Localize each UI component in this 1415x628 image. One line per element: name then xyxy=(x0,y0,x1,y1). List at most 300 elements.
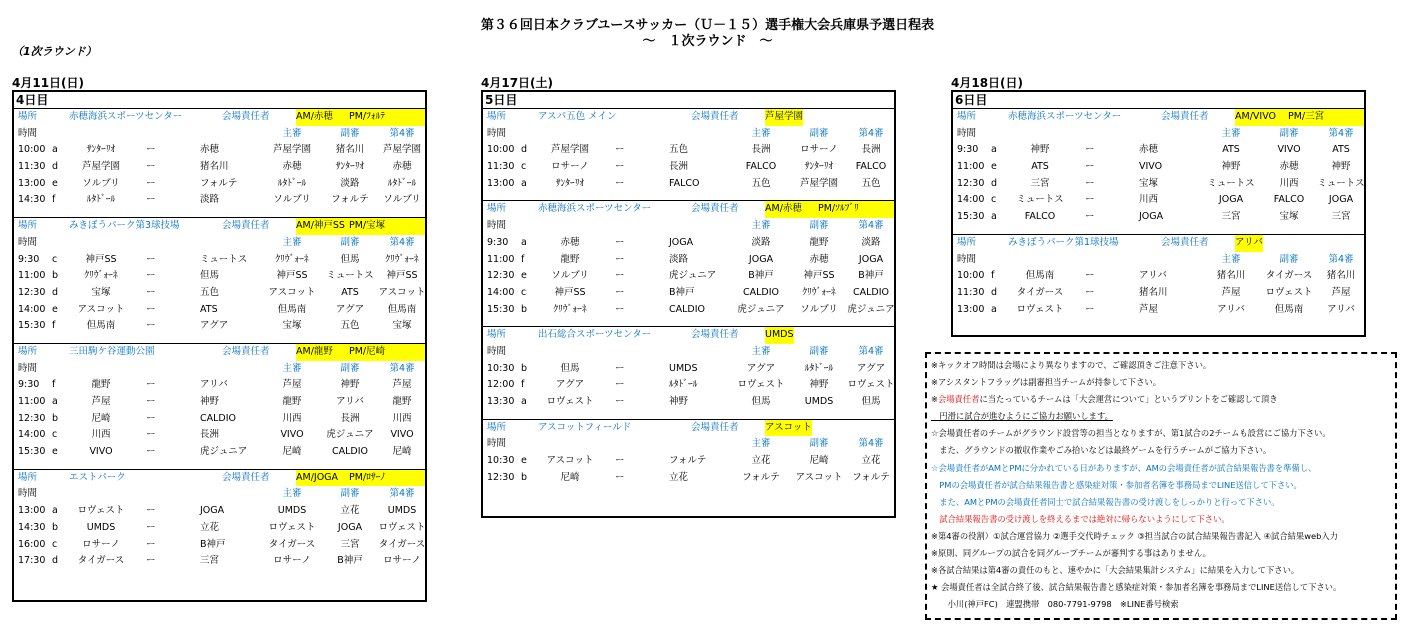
kickoff-time: 10:00 xyxy=(957,270,985,282)
home-team: ソルブリ xyxy=(82,177,120,189)
referee: ミュートス xyxy=(1207,177,1255,189)
referee: JOGA xyxy=(748,253,774,265)
venue-block xyxy=(953,235,1364,326)
fourth-official: ロヴェスト xyxy=(847,379,895,391)
match-row xyxy=(14,520,425,537)
place-label: 場所 xyxy=(487,421,507,433)
fourth-official: 神戸SS xyxy=(386,270,418,282)
match-row xyxy=(14,394,425,411)
group-letter: e xyxy=(991,161,997,173)
venue-block xyxy=(14,344,425,470)
time-header: 時間 xyxy=(18,362,38,374)
time-header: 時間 xyxy=(487,345,507,357)
vs-mark: ー xyxy=(146,303,156,315)
am-manager: AM/赤穂 xyxy=(296,109,350,126)
fourth-official-header: 第4審 xyxy=(858,438,884,450)
venue-row xyxy=(14,344,425,361)
match-row xyxy=(483,252,894,269)
vs-mark: ー xyxy=(615,177,625,189)
assistant-referee: FALCO xyxy=(1273,194,1305,206)
venue-name: 赤穂海浜スポーツセンター xyxy=(69,111,183,122)
fourth-official-header: 第4審 xyxy=(858,127,884,139)
assistant-header: 副審 xyxy=(340,362,360,374)
place-label: 場所 xyxy=(487,203,507,215)
away-team: 立花 xyxy=(200,521,220,533)
vs-mark: ー xyxy=(146,194,156,206)
away-team: 神野 xyxy=(200,396,220,407)
kickoff-time: 13:00 xyxy=(487,177,515,189)
assistant-header: 副審 xyxy=(809,220,829,232)
group-letter: e xyxy=(52,303,58,315)
referee-header: 主審 xyxy=(282,362,302,374)
home-team: ロサーノ xyxy=(82,538,120,550)
fourth-official: 赤穂 xyxy=(392,161,412,173)
vs-mark: ー xyxy=(615,253,625,265)
referee-header: 主審 xyxy=(751,127,771,139)
group-letter: b xyxy=(52,521,59,533)
group-letter: f xyxy=(521,379,525,391)
home-team: タイガース xyxy=(1016,286,1064,298)
match-row xyxy=(14,192,425,209)
vs-mark: ー xyxy=(146,161,156,173)
away-team: 長洲 xyxy=(200,429,220,441)
referee: 龍野 xyxy=(282,396,302,407)
fourth-official: ｸﾘｳﾞｫｰﾈ xyxy=(385,253,419,265)
assistant-referee: ロサーノ xyxy=(800,144,838,156)
venue-row xyxy=(14,470,425,487)
venue-name: 出石総合スポーツセンター xyxy=(538,329,652,341)
match-row xyxy=(953,268,1364,285)
referee: 芦屋 xyxy=(1221,286,1241,298)
assistant-referee: アリバ xyxy=(336,396,364,407)
referee: ロサーノ xyxy=(273,555,311,567)
note-fragment: 会場責任者 xyxy=(937,394,980,405)
assistant-referee: ミュートス xyxy=(326,270,374,282)
assistant-referee: 淡路 xyxy=(340,177,360,189)
match-row xyxy=(483,470,894,487)
kickoff-time: 12:30 xyxy=(957,177,985,189)
place-label: 場所 xyxy=(18,471,38,483)
vs-mark: ー xyxy=(1085,144,1095,156)
away-team: CALDIO xyxy=(200,412,237,424)
am-manager: AM/赤穂 xyxy=(765,201,819,218)
referee: FALCO xyxy=(745,161,777,173)
away-team: アグア xyxy=(200,320,229,332)
assistant-header: 副審 xyxy=(340,488,360,500)
away-team: 淡路 xyxy=(200,194,220,206)
home-team: 三宮 xyxy=(1030,177,1050,189)
assistant-referee: 赤穂 xyxy=(809,253,829,265)
venue-block xyxy=(14,470,425,578)
group-letter: d xyxy=(991,286,998,298)
venue-manager-label: 会場責任者 xyxy=(222,111,270,122)
group-letter: f xyxy=(52,320,56,332)
venue-name: 赤穂海浜スポーツセンター xyxy=(538,203,652,215)
kickoff-time: 13:00 xyxy=(18,177,46,189)
header-row xyxy=(953,252,1364,269)
match-row xyxy=(953,209,1364,226)
vs-mark: ー xyxy=(146,379,156,391)
referee: 芦屋 xyxy=(282,379,302,391)
assistant-referee: 三宮 xyxy=(340,538,360,550)
fourth-official: ソルブリ xyxy=(383,194,421,206)
referee-header: 主審 xyxy=(751,345,771,357)
fourth-official: ﾙﾀﾄﾞｰﾙ xyxy=(387,177,417,189)
home-team: アスコット xyxy=(77,303,125,315)
day-schedule-box xyxy=(481,90,896,518)
assistant-referee: ﾙﾀﾄﾞｰﾙ xyxy=(804,362,834,374)
venue-row xyxy=(953,235,1364,252)
vs-mark: ー xyxy=(1085,286,1095,298)
kickoff-time: 9:30 xyxy=(957,144,979,156)
fourth-official: 但馬南 xyxy=(387,303,417,315)
match-row xyxy=(14,268,425,285)
venue-block xyxy=(483,327,894,419)
kickoff-time: 11:30 xyxy=(18,161,46,173)
header-row xyxy=(953,126,1364,143)
kickoff-time: 10:30 xyxy=(487,455,515,467)
referee: 長洲 xyxy=(751,144,771,156)
fourth-official: アグア xyxy=(856,362,886,374)
kickoff-time: 9:30 xyxy=(487,236,509,248)
venue-block xyxy=(953,109,1364,235)
assistant-referee: 立花 xyxy=(340,505,360,517)
group-letter: e xyxy=(52,446,58,458)
referee: VIVO xyxy=(280,429,304,441)
home-team: 尼崎 xyxy=(91,412,111,424)
fourth-official-header: 第4審 xyxy=(389,127,415,139)
group-letter: a xyxy=(991,303,997,315)
time-header: 時間 xyxy=(487,220,507,232)
referee: 芦屋学園 xyxy=(272,144,311,156)
away-team: フォルテ xyxy=(669,455,707,467)
match-row xyxy=(953,176,1364,193)
kickoff-time: 14:00 xyxy=(18,429,46,441)
referee: 神野 xyxy=(1221,161,1241,173)
pm-manager: PM/宝塚 xyxy=(349,218,425,235)
home-team: 但馬 xyxy=(560,362,580,374)
match-row xyxy=(14,176,425,193)
vs-mark: ー xyxy=(1085,194,1095,206)
away-team: 猪名川 xyxy=(1139,286,1168,298)
kickoff-time: 15:30 xyxy=(18,446,46,458)
venue-manager-label: 会場責任者 xyxy=(691,203,739,215)
home-team: 芦屋学園 xyxy=(81,161,120,173)
vs-mark: ー xyxy=(615,396,625,407)
home-team: ロサーノ xyxy=(551,161,589,173)
venue-block xyxy=(483,201,894,327)
away-team: 五色 xyxy=(200,286,220,298)
referee-header: 主審 xyxy=(282,488,302,500)
assistant-referee: アグア xyxy=(335,303,365,315)
match-row xyxy=(14,427,425,444)
vs-mark: ー xyxy=(146,446,156,458)
venue-manager-label: 会場責任者 xyxy=(691,329,739,341)
referee: ロヴェスト xyxy=(737,379,785,391)
kickoff-time: 15:30 xyxy=(957,211,985,223)
pm-manager: PM/ｿﾙﾌﾞﾘ xyxy=(818,201,894,218)
home-team: 芦屋学園 xyxy=(550,144,589,156)
away-team: 三宮 xyxy=(200,555,220,567)
vs-mark: ー xyxy=(146,396,156,407)
day-schedule-box xyxy=(951,90,1366,337)
note-line: ☆会場責任者のチームがグラウンド設営等の担当となりますが、第1試合の2チームも設営にご協力下さい。 xyxy=(931,428,1331,439)
match-row xyxy=(14,302,425,319)
venue-manager-label: 会場責任者 xyxy=(1161,111,1209,122)
match-row xyxy=(14,553,425,570)
note-fragment: に当たっているチームは「大会運営について」というプリントをご確認して頂き xyxy=(979,394,1278,405)
referee-header: 主審 xyxy=(751,438,771,450)
fourth-official: ミュートス xyxy=(1317,177,1365,189)
venue-row xyxy=(483,109,894,126)
fourth-official: 龍野 xyxy=(392,396,412,407)
kickoff-time: 14:00 xyxy=(18,303,46,315)
fourth-official: 神野 xyxy=(1331,161,1351,173)
assistant-referee: 神野 xyxy=(340,379,360,391)
assistant-referee: CALDIO xyxy=(331,446,369,458)
vs-mark: ー xyxy=(146,320,156,332)
vs-mark: ー xyxy=(146,521,156,533)
time-header: 時間 xyxy=(957,253,977,265)
note-line: ※原則、同グループの試合を同グループチームが審判する事はありません。 xyxy=(931,548,1211,559)
assistant-referee: アスコット xyxy=(795,471,843,483)
away-team: 立花 xyxy=(669,471,689,483)
group-letter: d xyxy=(521,144,528,156)
kickoff-time: 17:30 xyxy=(18,555,46,567)
vs-mark: ー xyxy=(146,144,156,156)
group-letter: e xyxy=(52,177,58,189)
referee: 川西 xyxy=(282,412,302,424)
away-team: 宝塚 xyxy=(1139,177,1159,189)
venue-row xyxy=(483,327,894,344)
fourth-official: フォルテ xyxy=(852,471,890,483)
away-team: 芦屋 xyxy=(1139,303,1159,315)
match-row xyxy=(14,537,425,554)
date-label: 4月18日(日) xyxy=(951,76,1024,90)
venue-name: エストパーク xyxy=(69,471,126,483)
vs-mark: ー xyxy=(146,177,156,189)
referee-header: 主審 xyxy=(1221,127,1241,139)
referee: 淡路 xyxy=(751,236,771,248)
match-row xyxy=(483,176,894,193)
venue-block xyxy=(14,109,425,218)
group-letter: e xyxy=(521,270,527,282)
group-letter: b xyxy=(521,471,528,483)
vs-mark: ー xyxy=(615,455,625,467)
home-team: 赤穂 xyxy=(560,236,580,248)
am-manager: AM/JOGA xyxy=(296,470,350,487)
assistant-referee: 赤穂 xyxy=(1279,161,1299,173)
assistant-header: 副審 xyxy=(340,127,360,139)
referee: ﾙﾀﾄﾞｰﾙ xyxy=(277,177,307,189)
assistant-referee: 芦屋学園 xyxy=(799,177,838,189)
referee: 但馬南 xyxy=(277,303,307,315)
fourth-official-header: 第4審 xyxy=(1328,127,1354,139)
vs-mark: ー xyxy=(146,538,156,550)
note-line: 小川(神戸FC) 連盟携帯 080-7791-9798 ※LINE番号検索 xyxy=(931,599,1179,610)
group-letter: c xyxy=(52,253,58,265)
referee: JOGA xyxy=(1218,194,1244,206)
assistant-header: 副審 xyxy=(1279,253,1299,265)
note-line: ☆会場責任者がAMとPMに分かれている日がありますが、AMの会場責任者が試合結果報告書を準備し、 xyxy=(931,462,1317,473)
assistant-referee: 神野 xyxy=(809,379,829,391)
venue-manager-label: 会場責任者 xyxy=(222,220,270,232)
venue-name: 赤穂海浜スポーツセンター xyxy=(1008,111,1122,122)
venue-manager-label: 会場責任者 xyxy=(691,421,739,433)
fourth-official: アリバ xyxy=(1327,303,1355,315)
fourth-official: タイガース xyxy=(378,538,426,550)
match-row xyxy=(483,394,894,411)
referee: アリバ xyxy=(1217,303,1245,315)
assistant-referee: ソルブリ xyxy=(800,303,838,315)
referee: 赤穂 xyxy=(282,161,302,173)
match-row xyxy=(953,302,1364,319)
group-letter: c xyxy=(52,429,58,441)
home-team: 神戸SS xyxy=(554,286,586,298)
home-team: 神野 xyxy=(1030,144,1050,156)
home-team: ロヴェスト xyxy=(546,396,594,407)
venue-name: みきぼうパーク第3球技場 xyxy=(69,220,180,232)
header-row xyxy=(483,126,894,143)
fourth-official: 川西 xyxy=(392,412,412,424)
referee: フォルテ xyxy=(742,471,780,483)
home-team: アグア xyxy=(555,379,585,391)
header-row xyxy=(14,361,425,378)
venue-manager-label: 会場責任者 xyxy=(691,111,739,122)
match-row xyxy=(483,142,894,159)
fourth-official-header: 第4審 xyxy=(389,236,415,248)
group-letter: b xyxy=(52,412,59,424)
match-row xyxy=(483,377,894,394)
kickoff-time: 11:00 xyxy=(18,396,46,407)
match-row xyxy=(14,285,425,302)
vs-mark: ー xyxy=(1085,161,1095,173)
venue-manager-label: 会場責任者 xyxy=(1161,236,1209,248)
home-team: 川西 xyxy=(91,429,111,441)
fourth-official: ロヴェスト xyxy=(378,521,426,533)
assistant-referee: 尼崎 xyxy=(809,455,829,467)
day-title: 6日目 xyxy=(953,92,1364,109)
away-team: UMDS xyxy=(669,362,698,374)
assistant-referee: ロヴェスト xyxy=(1265,286,1313,298)
home-team: ロヴェスト xyxy=(1016,303,1064,315)
note-line: ※アシスタントフラッグは副審担当チームが持参して下さい。 xyxy=(931,377,1161,388)
referee: ロヴェスト xyxy=(268,521,316,533)
kickoff-time: 14:30 xyxy=(18,521,46,533)
venue-block xyxy=(483,109,894,201)
away-team: 赤穂 xyxy=(200,144,220,156)
referee: 但馬 xyxy=(751,396,771,407)
venue-name: 三田駒ケ谷運動公園 xyxy=(69,345,155,357)
referee-header: 主審 xyxy=(282,127,302,139)
vs-mark: ー xyxy=(615,471,625,483)
fourth-official-header: 第4審 xyxy=(389,488,415,500)
kickoff-time: 11:30 xyxy=(487,161,515,173)
assistant-referee: 猪名川 xyxy=(335,144,365,156)
fourth-official: 三宮 xyxy=(1331,211,1351,223)
match-row xyxy=(14,142,425,159)
group-letter: d xyxy=(52,286,59,298)
home-team: 龍野 xyxy=(91,379,111,391)
am-manager: AM/龍野 xyxy=(296,344,350,361)
match-row xyxy=(953,142,1364,159)
note-line: ※各試合結果は第4審の責任のもと、速やかに「大会結果集計システム」に結果を入力して下さい。 xyxy=(931,565,1300,576)
vs-mark: ー xyxy=(146,555,156,567)
venue-name: みきぼうパーク第1球技場 xyxy=(1008,236,1119,248)
fourth-official: 芦屋学園 xyxy=(382,144,421,156)
fourth-official-header: 第4審 xyxy=(1328,253,1354,265)
assistant-header: 副審 xyxy=(809,345,829,357)
group-letter: b xyxy=(52,270,59,282)
home-team: ミュートス xyxy=(1016,194,1064,206)
header-row xyxy=(14,486,425,503)
fourth-official: FALCO xyxy=(855,161,887,173)
away-team: 虎ジュニア xyxy=(200,446,248,458)
fourth-official: CALDIO xyxy=(852,286,890,298)
home-team: ｸﾘｳﾞｫｰﾈ xyxy=(553,303,587,315)
assistant-referee: ATS xyxy=(341,286,359,298)
group-letter: c xyxy=(521,161,527,173)
note-line: また、グラウンドの撤収作業やごみ拾いなどは最終ゲームを行うチームがご協力下さい。 xyxy=(931,445,1272,456)
away-team: ミュートス xyxy=(200,253,248,265)
group-letter: c xyxy=(521,286,527,298)
match-row xyxy=(14,503,425,520)
pm-manager: PM/ﾛｻｰﾉ xyxy=(349,470,425,487)
home-team: FALCO xyxy=(1024,211,1056,223)
referee: 虎ジュニア xyxy=(737,303,785,315)
group-letter: e xyxy=(521,455,527,467)
fourth-official: 立花 xyxy=(861,455,881,467)
assistant-referee: JOGA xyxy=(337,521,363,533)
assistant-referee: 但馬 xyxy=(340,253,360,265)
assistant-referee: VIVO xyxy=(1277,144,1301,156)
venue-manager: 芦屋学園 xyxy=(765,109,803,126)
assistant-referee: ｻﾝﾀｰﾘｵ xyxy=(804,161,834,173)
kickoff-time: 11:00 xyxy=(487,253,515,265)
kickoff-time: 12:30 xyxy=(487,471,515,483)
match-row xyxy=(14,411,425,428)
venue-row xyxy=(953,109,1364,126)
venue-name: アスパ五色 メイン xyxy=(538,111,617,122)
group-letter: f xyxy=(52,379,56,391)
page-subtitle: ～ １次ラウンド ～ xyxy=(642,34,773,49)
match-row xyxy=(14,377,425,394)
vs-mark: ー xyxy=(615,236,625,248)
fourth-official: 芦屋 xyxy=(1331,286,1351,298)
kickoff-time: 13:00 xyxy=(957,303,985,315)
referee: ｸﾘｳﾞｫｰﾈ xyxy=(275,253,309,265)
day-schedule-box xyxy=(12,90,427,602)
away-team: JOGA xyxy=(669,236,694,248)
vs-mark: ー xyxy=(146,286,156,298)
kickoff-time: 14:00 xyxy=(957,194,985,206)
referee: 宝塚 xyxy=(282,320,302,332)
group-letter: d xyxy=(52,555,59,567)
place-label: 場所 xyxy=(487,111,507,122)
assistant-referee: 虎ジュニア xyxy=(326,429,374,441)
place-label: 場所 xyxy=(957,111,977,122)
time-header: 時間 xyxy=(487,127,507,139)
away-team: CALDIO xyxy=(669,303,706,315)
pm-manager: PM/三宮 xyxy=(1288,109,1364,126)
away-team: 虎ジュニア xyxy=(669,270,717,282)
vs-mark: ー xyxy=(1085,270,1095,282)
round-label: （1次ラウンド） xyxy=(12,45,97,58)
away-team: 神野 xyxy=(669,396,689,407)
place-label: 場所 xyxy=(487,329,507,341)
assistant-referee: 但馬南 xyxy=(1274,303,1304,315)
away-team: アリバ xyxy=(1139,270,1167,282)
